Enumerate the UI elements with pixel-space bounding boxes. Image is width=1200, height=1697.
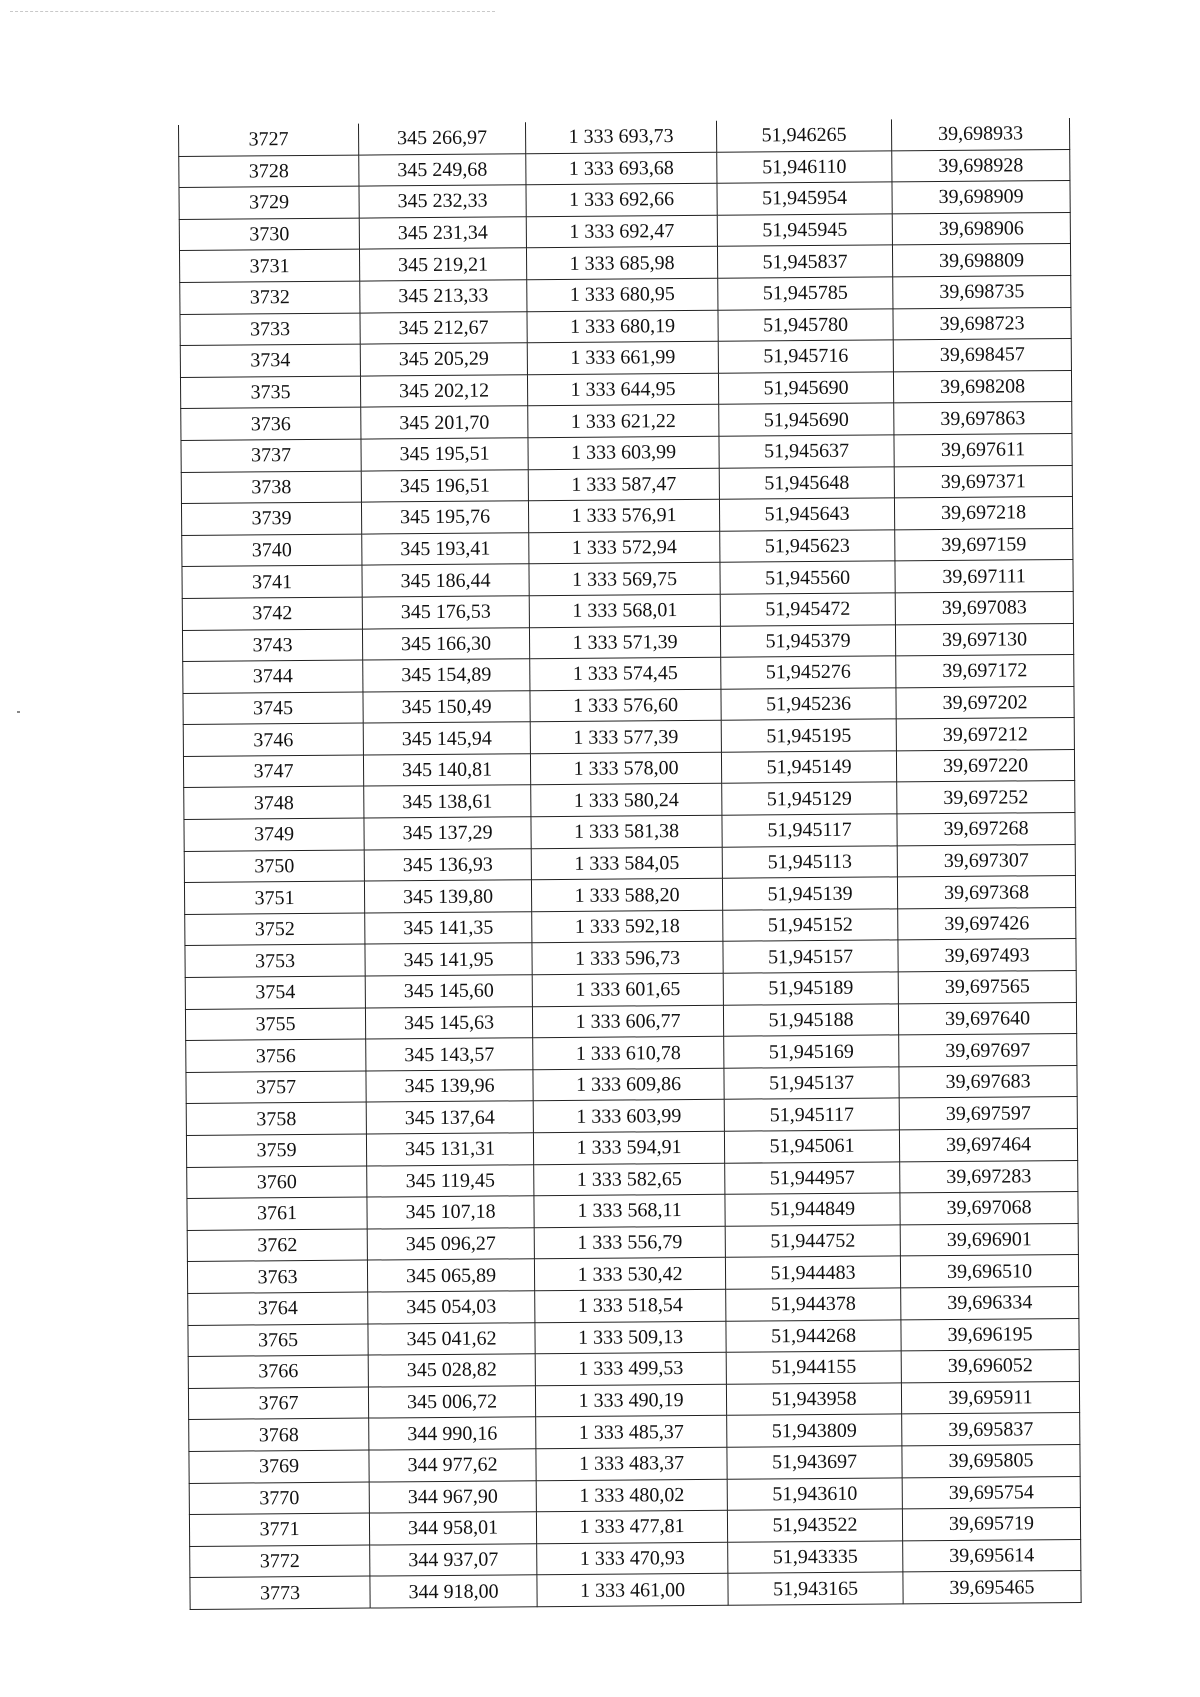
y-coordinate-cell: 1 333 530,42 (534, 1258, 725, 1291)
longitude-cell: 39,697252 (897, 781, 1075, 814)
x-coordinate-cell: 345 201,70 (361, 406, 528, 439)
x-coordinate-cell: 345 006,72 (368, 1385, 535, 1418)
latitude-cell: 51,943697 (727, 1446, 902, 1479)
latitude-cell: 51,945954 (717, 182, 892, 215)
point-number-cell: 3771 (189, 1513, 369, 1546)
y-coordinate-cell: 1 333 592,18 (532, 910, 723, 943)
x-coordinate-cell: 345 143,57 (366, 1038, 533, 1071)
point-number-cell: 3747 (183, 755, 363, 788)
latitude-cell: 51,945837 (717, 245, 892, 278)
y-coordinate-cell: 1 333 596,73 (532, 942, 723, 975)
x-coordinate-cell: 345 219,21 (359, 248, 526, 281)
longitude-cell: 39,695911 (901, 1381, 1079, 1414)
x-coordinate-cell: 345 266,97 (358, 122, 525, 154)
x-coordinate-cell: 345 150,49 (363, 690, 530, 723)
longitude-cell: 39,697283 (900, 1160, 1078, 1193)
latitude-cell: 51,944155 (726, 1351, 901, 1384)
y-coordinate-cell: 1 333 606,77 (532, 1005, 723, 1038)
latitude-cell: 51,945195 (721, 719, 896, 752)
y-coordinate-cell: 1 333 580,24 (531, 784, 722, 817)
point-number-cell: 3760 (187, 1166, 367, 1199)
coordinates-table (178, 118, 1082, 1610)
x-coordinate-cell: 345 137,64 (366, 1101, 533, 1134)
longitude-cell: 39,697159 (895, 528, 1073, 561)
latitude-cell: 51,945117 (724, 1098, 899, 1131)
latitude-cell: 51,945379 (720, 624, 895, 657)
longitude-cell: 39,697368 (897, 876, 1075, 909)
x-coordinate-cell: 345 202,12 (360, 375, 527, 408)
y-coordinate-cell: 1 333 577,39 (530, 721, 721, 754)
y-coordinate-cell: 1 333 685,98 (526, 247, 717, 280)
longitude-cell: 39,696334 (901, 1286, 1079, 1319)
y-coordinate-cell: 1 333 644,95 (527, 373, 718, 406)
y-coordinate-cell: 1 333 483,37 (536, 1447, 727, 1480)
y-coordinate-cell: 1 333 509,13 (535, 1321, 726, 1354)
y-coordinate-cell: 1 333 692,47 (526, 215, 717, 248)
latitude-cell: 51,945189 (723, 972, 898, 1005)
point-number-cell: 3763 (187, 1260, 367, 1293)
longitude-cell: 39,698933 (891, 118, 1069, 150)
latitude-cell: 51,944752 (725, 1225, 900, 1258)
y-coordinate-cell: 1 333 569,75 (529, 563, 720, 596)
y-coordinate-cell: 1 333 518,54 (535, 1289, 726, 1322)
latitude-cell: 51,945472 (720, 593, 895, 626)
longitude-cell: 39,696901 (900, 1223, 1078, 1256)
latitude-cell: 51,945149 (721, 751, 896, 784)
latitude-cell: 51,945690 (718, 372, 893, 405)
latitude-cell: 51,944849 (725, 1193, 900, 1226)
x-coordinate-cell: 345 136,93 (364, 848, 531, 881)
y-coordinate-cell: 1 333 568,11 (534, 1194, 725, 1227)
x-coordinate-cell: 345 041,62 (368, 1322, 535, 1355)
y-coordinate-cell: 1 333 576,91 (528, 499, 719, 532)
y-coordinate-cell: 1 333 692,66 (526, 183, 717, 216)
y-coordinate-cell: 1 333 594,91 (533, 1131, 724, 1164)
y-coordinate-cell: 1 333 693,73 (525, 121, 716, 154)
point-number-cell: 3748 (184, 787, 364, 820)
y-coordinate-cell: 1 333 621,22 (528, 405, 719, 438)
longitude-cell: 39,697068 (900, 1192, 1078, 1225)
longitude-cell: 39,696052 (901, 1350, 1079, 1383)
y-coordinate-cell: 1 333 477,81 (536, 1510, 727, 1543)
y-coordinate-cell: 1 333 572,94 (529, 531, 720, 564)
x-coordinate-cell: 345 195,76 (361, 501, 528, 534)
latitude-cell: 51,945169 (724, 1035, 899, 1068)
x-coordinate-cell: 345 139,80 (364, 880, 531, 913)
y-coordinate-cell: 1 333 584,05 (531, 847, 722, 880)
latitude-cell: 51,945157 (723, 940, 898, 973)
x-coordinate-cell: 345 186,44 (362, 564, 529, 597)
longitude-cell: 39,697493 (898, 939, 1076, 972)
point-number-cell: 3729 (179, 186, 359, 219)
longitude-cell: 39,697083 (895, 591, 1073, 624)
longitude-cell: 39,697683 (899, 1065, 1077, 1098)
y-coordinate-cell: 1 333 470,93 (537, 1542, 728, 1575)
point-number-cell: 3765 (188, 1324, 368, 1357)
scan-artifact-line (10, 11, 495, 12)
longitude-cell: 39,697697 (899, 1034, 1077, 1067)
point-number-cell: 3734 (180, 344, 360, 377)
longitude-cell: 39,695719 (902, 1508, 1080, 1541)
point-number-cell: 3764 (188, 1292, 368, 1325)
point-number-cell: 3756 (186, 1039, 366, 1072)
y-coordinate-cell: 1 333 461,00 (537, 1574, 728, 1607)
latitude-cell: 51,944957 (725, 1161, 900, 1194)
latitude-cell: 51,945139 (722, 877, 897, 910)
latitude-cell: 51,945643 (719, 498, 894, 531)
coordinates-table-body (178, 118, 1081, 1609)
y-coordinate-cell: 1 333 490,19 (535, 1384, 726, 1417)
x-coordinate-cell: 344 977,62 (369, 1449, 536, 1482)
y-coordinate-cell: 1 333 568,01 (529, 594, 720, 627)
point-number-cell: 3749 (184, 818, 364, 851)
latitude-cell: 51,945785 (718, 277, 893, 310)
longitude-cell: 39,697611 (894, 433, 1072, 466)
point-number-cell: 3762 (187, 1229, 367, 1262)
latitude-cell: 51,945117 (722, 814, 897, 847)
y-coordinate-cell: 1 333 581,38 (531, 815, 722, 848)
longitude-cell: 39,696195 (901, 1318, 1079, 1351)
x-coordinate-cell: 345 231,34 (359, 217, 526, 250)
x-coordinate-cell: 344 990,16 (369, 1417, 536, 1450)
x-coordinate-cell: 345 145,94 (363, 722, 530, 755)
x-coordinate-cell: 344 937,07 (370, 1543, 537, 1576)
latitude-cell: 51,945637 (719, 435, 894, 468)
point-number-cell: 3738 (181, 471, 361, 504)
point-number-cell: 3772 (190, 1545, 370, 1578)
latitude-cell: 51,945113 (722, 846, 897, 879)
point-number-cell: 3741 (182, 565, 362, 598)
x-coordinate-cell: 345 249,68 (359, 153, 526, 186)
latitude-cell: 51,943165 (728, 1572, 903, 1605)
point-number-cell: 3737 (181, 439, 361, 472)
y-coordinate-cell: 1 333 601,65 (532, 973, 723, 1006)
latitude-cell: 51,945648 (719, 466, 894, 499)
latitude-cell: 51,945560 (720, 561, 895, 594)
point-number-cell: 3739 (181, 502, 361, 535)
x-coordinate-cell: 345 096,27 (367, 1228, 534, 1261)
point-number-cell: 3757 (186, 1071, 366, 1104)
x-coordinate-cell: 345 145,60 (365, 975, 532, 1008)
y-coordinate-cell: 1 333 680,95 (527, 278, 718, 311)
point-number-cell: 3730 (179, 218, 359, 251)
table-row (190, 1571, 1081, 1610)
x-coordinate-cell: 344 967,90 (369, 1480, 536, 1513)
latitude-cell: 51,945623 (720, 530, 895, 563)
y-coordinate-cell: 1 333 588,20 (531, 878, 722, 911)
longitude-cell: 39,698457 (893, 339, 1071, 372)
point-number-cell: 3740 (182, 534, 362, 567)
x-coordinate-cell: 344 918,00 (370, 1575, 537, 1608)
longitude-cell: 39,697172 (896, 655, 1074, 688)
x-coordinate-cell: 345 154,89 (363, 659, 530, 692)
point-number-cell: 3727 (178, 124, 358, 157)
point-number-cell: 3732 (180, 281, 360, 314)
longitude-cell: 39,697597 (899, 1097, 1077, 1130)
point-number-cell: 3753 (185, 944, 365, 977)
longitude-cell: 39,697130 (895, 623, 1073, 656)
latitude-cell: 51,945780 (718, 308, 893, 341)
latitude-cell: 51,943809 (727, 1414, 902, 1447)
longitude-cell: 39,697565 (898, 971, 1076, 1004)
longitude-cell: 39,695754 (902, 1476, 1080, 1509)
x-coordinate-cell: 345 166,30 (362, 627, 529, 660)
point-number-cell: 3750 (184, 850, 364, 883)
scan-speck (17, 711, 20, 713)
longitude-cell: 39,696510 (900, 1255, 1078, 1288)
latitude-cell: 51,945129 (722, 782, 897, 815)
longitude-cell: 39,697202 (896, 686, 1074, 719)
y-coordinate-cell: 1 333 587,47 (528, 468, 719, 501)
longitude-cell: 39,697111 (895, 560, 1073, 593)
y-coordinate-cell: 1 333 610,78 (533, 1036, 724, 1069)
x-coordinate-cell: 345 145,63 (365, 1006, 532, 1039)
longitude-cell: 39,695837 (902, 1413, 1080, 1446)
latitude-cell: 51,943522 (727, 1509, 902, 1542)
latitude-cell: 51,945276 (721, 656, 896, 689)
longitude-cell: 39,698723 (893, 307, 1071, 340)
x-coordinate-cell: 345 054,03 (368, 1291, 535, 1324)
y-coordinate-cell: 1 333 603,99 (528, 436, 719, 469)
x-coordinate-cell: 345 205,29 (360, 343, 527, 376)
point-number-cell: 3758 (186, 1102, 366, 1135)
x-coordinate-cell: 345 107,18 (367, 1196, 534, 1229)
point-number-cell: 3746 (183, 723, 363, 756)
latitude-cell: 51,943610 (727, 1477, 902, 1510)
y-coordinate-cell: 1 333 485,37 (536, 1416, 727, 1449)
longitude-cell: 39,698906 (892, 212, 1070, 245)
point-number-cell: 3728 (179, 155, 359, 188)
x-coordinate-cell: 345 131,31 (366, 1133, 533, 1166)
point-number-cell: 3735 (180, 376, 360, 409)
point-number-cell: 3731 (179, 249, 359, 282)
x-coordinate-cell: 345 119,45 (367, 1164, 534, 1197)
longitude-cell: 39,697218 (894, 497, 1072, 530)
x-coordinate-cell: 344 958,01 (369, 1512, 536, 1545)
point-number-cell: 3761 (187, 1197, 367, 1230)
point-number-cell: 3751 (184, 881, 364, 914)
longitude-cell: 39,695614 (903, 1539, 1081, 1572)
x-coordinate-cell: 345 139,96 (366, 1070, 533, 1103)
point-number-cell: 3766 (188, 1355, 368, 1388)
longitude-cell: 39,697212 (896, 718, 1074, 751)
x-coordinate-cell: 345 141,35 (365, 912, 532, 945)
x-coordinate-cell: 345 212,67 (360, 311, 527, 344)
point-number-cell: 3743 (182, 629, 362, 662)
y-coordinate-cell: 1 333 576,60 (530, 689, 721, 722)
x-coordinate-cell: 345 137,29 (364, 817, 531, 850)
point-number-cell: 3759 (186, 1134, 366, 1167)
point-number-cell: 3767 (188, 1387, 368, 1420)
latitude-cell: 51,945945 (717, 214, 892, 247)
y-coordinate-cell: 1 333 556,79 (534, 1226, 725, 1259)
point-number-cell: 3742 (182, 597, 362, 630)
longitude-cell: 39,697220 (896, 749, 1074, 782)
latitude-cell: 51,944378 (726, 1288, 901, 1321)
latitude-cell: 51,943958 (726, 1383, 901, 1416)
longitude-cell: 39,697464 (899, 1128, 1077, 1161)
longitude-cell: 39,697640 (898, 1002, 1076, 1035)
x-coordinate-cell: 345 138,61 (364, 785, 531, 818)
x-coordinate-cell: 345 196,51 (361, 469, 528, 502)
y-coordinate-cell: 1 333 480,02 (536, 1479, 727, 1512)
point-number-cell: 3744 (183, 660, 363, 693)
latitude-cell: 51,946265 (716, 119, 891, 151)
latitude-cell: 51,943335 (728, 1541, 903, 1574)
longitude-cell: 39,698909 (892, 181, 1070, 214)
y-coordinate-cell: 1 333 582,65 (534, 1163, 725, 1196)
point-number-cell: 3745 (183, 692, 363, 725)
longitude-cell: 39,695465 (903, 1571, 1081, 1604)
x-coordinate-cell: 345 141,95 (365, 943, 532, 976)
point-number-cell: 3773 (190, 1576, 370, 1609)
x-coordinate-cell: 345 065,89 (367, 1259, 534, 1292)
latitude-cell: 51,946110 (717, 150, 892, 183)
longitude-cell: 39,697863 (894, 402, 1072, 435)
longitude-cell: 39,695805 (902, 1444, 1080, 1477)
x-coordinate-cell: 345 193,41 (362, 532, 529, 565)
x-coordinate-cell: 345 140,81 (363, 754, 530, 787)
latitude-cell: 51,945137 (724, 1067, 899, 1100)
longitude-cell: 39,698928 (892, 149, 1070, 182)
longitude-cell: 39,697426 (898, 907, 1076, 940)
x-coordinate-cell: 345 028,82 (368, 1354, 535, 1387)
latitude-cell: 51,945690 (719, 403, 894, 436)
y-coordinate-cell: 1 333 661,99 (527, 341, 718, 374)
latitude-cell: 51,945061 (724, 1130, 899, 1163)
point-number-cell: 3755 (185, 1008, 365, 1041)
y-coordinate-cell: 1 333 574,45 (530, 657, 721, 690)
y-coordinate-cell: 1 333 609,86 (533, 1068, 724, 1101)
x-coordinate-cell: 345 232,33 (359, 185, 526, 218)
y-coordinate-cell: 1 333 693,68 (526, 152, 717, 185)
point-number-cell: 3736 (181, 407, 361, 440)
point-number-cell: 3768 (189, 1418, 369, 1451)
y-coordinate-cell: 1 333 578,00 (530, 752, 721, 785)
latitude-cell: 51,944268 (726, 1319, 901, 1352)
point-number-cell: 3752 (185, 913, 365, 946)
point-number-cell: 3770 (189, 1482, 369, 1515)
y-coordinate-cell: 1 333 680,19 (527, 310, 718, 343)
latitude-cell: 51,945188 (723, 1003, 898, 1036)
longitude-cell: 39,697307 (897, 844, 1075, 877)
longitude-cell: 39,698735 (893, 275, 1071, 308)
longitude-cell: 39,698809 (892, 244, 1070, 277)
x-coordinate-cell: 345 213,33 (360, 280, 527, 313)
y-coordinate-cell: 1 333 571,39 (529, 626, 720, 659)
point-number-cell: 3769 (189, 1450, 369, 1483)
y-coordinate-cell: 1 333 603,99 (533, 1100, 724, 1133)
latitude-cell: 51,945152 (723, 909, 898, 942)
longitude-cell: 39,697268 (897, 813, 1075, 846)
longitude-cell: 39,697371 (894, 465, 1072, 498)
latitude-cell: 51,945236 (721, 688, 896, 721)
longitude-cell: 39,698208 (893, 370, 1071, 403)
x-coordinate-cell: 345 176,53 (362, 596, 529, 629)
latitude-cell: 51,945716 (718, 340, 893, 373)
point-number-cell: 3733 (180, 313, 360, 346)
latitude-cell: 51,944483 (725, 1256, 900, 1289)
x-coordinate-cell: 345 195,51 (361, 438, 528, 471)
point-number-cell: 3754 (185, 976, 365, 1009)
y-coordinate-cell: 1 333 499,53 (535, 1352, 726, 1385)
